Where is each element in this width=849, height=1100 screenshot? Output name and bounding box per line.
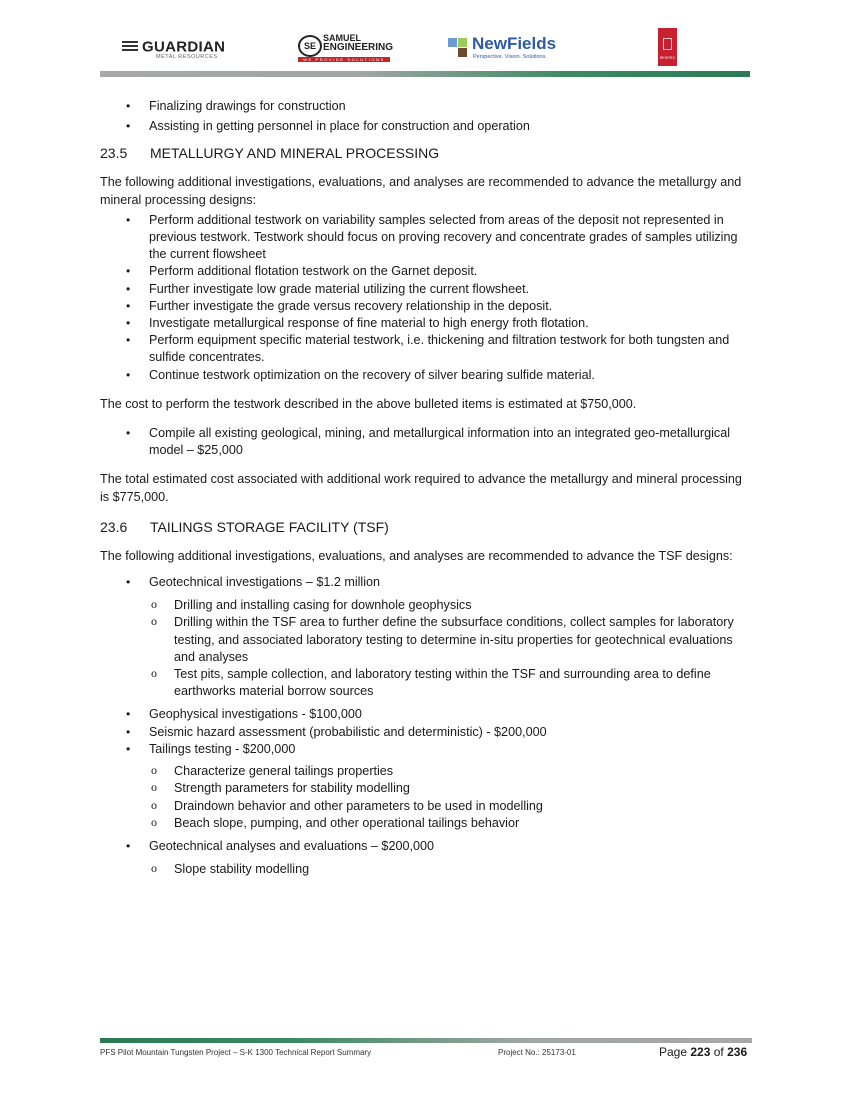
geotech-sub-list xyxy=(100,597,750,700)
se-badge-icon: SE xyxy=(298,35,322,57)
list-item: • Further investigate the grade versus recovery relationship in the deposit. xyxy=(100,298,750,315)
top-bullet-list xyxy=(100,98,750,135)
list-item: • Perform equipment specific material testwork, i.e. thickening and filtration testwork for both tungsten and sulfide concentrates. xyxy=(100,332,750,366)
guardian-logo: GUARDIAN METAL RESOURCES xyxy=(122,38,225,78)
tsf-analyses-bullet-list xyxy=(100,838,750,855)
tailings-sub-list xyxy=(100,763,750,832)
sub-list-item: o Characterize general tailings properties xyxy=(100,763,750,780)
list-item: • Continue testwork optimization on the recovery of silver bearing sulfide material. xyxy=(100,367,750,384)
list-item: • Investigate metallurgical response of fine material to high energy froth flotation. xyxy=(100,315,750,332)
section-heading-23-5: 23.5 METALLURGY AND MINERAL PROCESSING xyxy=(100,145,440,162)
list-item: • Geotechnical investigations – $1.2 million xyxy=(100,574,750,591)
page-header: GUARDIAN METAL RESOURCES SE SAMUEL ENGINEERING WE PROVIDE SOLUTIONS NewFields Perspective. Vision. Solutions. RESPEC xyxy=(100,28,750,72)
document-body xyxy=(100,96,750,878)
list-item: • Geotechnical analyses and evaluations – $200,000 xyxy=(100,838,750,855)
section-intro: The following additional investigations, evaluations, and analyses are recommended to advance the TSF designs: xyxy=(100,548,733,563)
sub-list-item: o Strength parameters for stability modelling xyxy=(100,780,750,797)
page-indicator: Page 223 of 236 xyxy=(659,1045,748,1059)
respec-mark-icon xyxy=(663,38,672,50)
list-lines-icon xyxy=(122,41,138,52)
list-item: • Finalizing drawings for construction xyxy=(100,98,750,115)
sub-list-item: o Beach slope, pumping, and other operational tailings behavior xyxy=(100,815,750,832)
list-item: • Seismic hazard assessment (probabilistic and deterministic) - $200,000 xyxy=(100,724,750,741)
footer-divider xyxy=(100,1038,752,1043)
newfields-squares-icon xyxy=(448,38,468,58)
project-number: Project No.: 25173-01 xyxy=(498,1048,576,1057)
tsf-bullet-list xyxy=(100,574,750,591)
list-item: • Compile all existing geological, mining, and metallurgical information into an integrated geo-metallurgical model – $25,000 xyxy=(100,425,750,459)
metallurgy-bullet-list xyxy=(100,212,750,384)
list-item: • Perform additional flotation testwork on the Garnet deposit. xyxy=(100,263,750,280)
section-intro: The following additional investigations, evaluations, and analyses are recommended to advance the metallurgy and mineral processing designs: xyxy=(100,175,742,207)
list-item: • Tailings testing - $200,000 xyxy=(100,741,750,758)
sub-list-item: o Slope stability modelling xyxy=(100,861,750,878)
page-number: 223 xyxy=(690,1045,711,1059)
sub-list-item: o Draindown behavior and other parameters to be used in modelling xyxy=(100,798,750,815)
list-item: • Assisting in getting personnel in place for construction and operation xyxy=(100,118,750,135)
list-item: • Geophysical investigations - $100,000 xyxy=(100,706,750,723)
list-item: • Perform additional testwork on variability samples selected from areas of the deposit not represented in previous testwork. Testwork should focus on proving recovery and concentrate grades of samples utilizing the current flowsheet xyxy=(100,212,750,264)
respec-logo: RESPEC xyxy=(658,28,677,66)
header-divider xyxy=(100,71,750,77)
section-heading-23-6: 23.6 TAILINGS STORAGE FACILITY (TSF) xyxy=(100,518,389,535)
sub-list-item: o Test pits, sample collection, and laboratory testing within the TSF and surrounding area to define earthworks material borrow sources xyxy=(100,666,750,700)
report-title: PFS Pilot Mountain Tungsten Project – S-K 1300 Technical Report Summary xyxy=(100,1048,372,1057)
geomet-bullet-list xyxy=(100,425,750,459)
testwork-cost-paragraph: The cost to perform the testwork described in the above bulleted items is estimated at $750,000. xyxy=(100,396,637,411)
sub-list-item: o Drilling and installing casing for downhole geophysics xyxy=(100,597,750,614)
metallurgy-total-paragraph: The total estimated cost associated with additional work required to advance the metallurgy and mineral processing is $775,000. xyxy=(100,472,742,504)
samuel-tagline: WE PROVIDE SOLUTIONS xyxy=(298,57,390,62)
page-total: 236 xyxy=(727,1045,748,1059)
analyses-sub-list xyxy=(100,861,750,878)
list-item: • Further investigate low grade material utilizing the current flowsheet. xyxy=(100,281,750,298)
sub-list-item: o Drilling within the TSF area to further define the subsurface conditions, collect samples for laboratory testing, and associated laboratory testing to determine in-situ properties for geotechnical evaluations and analyses xyxy=(100,614,750,666)
tsf-middle-bullet-list xyxy=(100,706,750,758)
